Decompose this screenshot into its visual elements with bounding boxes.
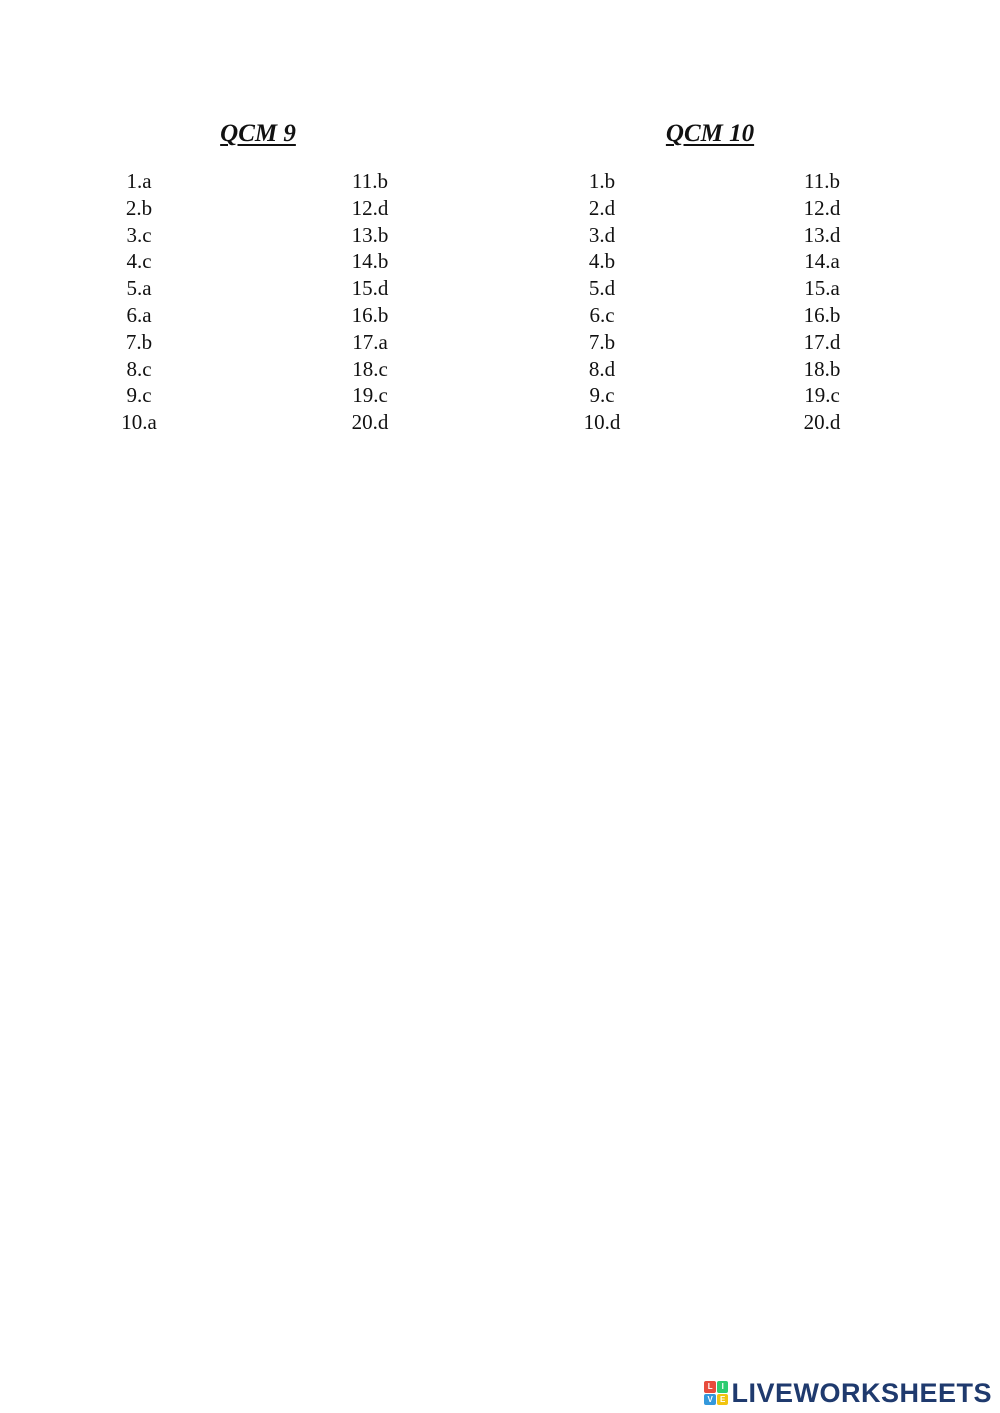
answer-item: 20.d <box>803 410 841 435</box>
answer-item: 14.b <box>351 249 389 274</box>
answer-item: 8.c <box>126 356 152 381</box>
qcm-10-answers-1-10 <box>542 168 662 436</box>
answer-item: 2.d <box>588 195 616 220</box>
answer-item: 11.b <box>804 169 840 193</box>
answer-item: 4.b <box>588 249 616 274</box>
logo-letter-e: E <box>717 1394 729 1406</box>
answer-item: 10.a <box>121 410 157 435</box>
answer-item: 1.a <box>126 169 152 193</box>
liveworksheets-icon <box>704 1381 728 1405</box>
answer-item: 3.c <box>126 222 152 247</box>
answer-item: 12.d <box>351 195 389 220</box>
answer-item: 15.d <box>351 276 389 301</box>
answer-item: 11.b <box>352 169 388 193</box>
liveworksheets-wordmark: LIVEWORKSHEETS <box>731 1377 992 1408</box>
answer-item: 16.b <box>351 302 389 327</box>
answer-item: 4.c <box>126 249 152 274</box>
answer-item: 13.b <box>351 222 389 247</box>
logo-letter-l: L <box>704 1381 716 1393</box>
answer-item: 6.c <box>589 302 615 327</box>
answer-item: 18.c <box>352 356 388 381</box>
qcm-10-title: QCM 10 <box>665 120 755 147</box>
qcm-9-answers-11-20 <box>310 168 430 436</box>
answer-item: 16.b <box>803 302 841 327</box>
answer-item: 19.c <box>352 383 388 408</box>
answer-item: 9.c <box>589 383 615 408</box>
answer-item: 5.d <box>588 276 616 301</box>
answer-item: 14.a <box>804 249 840 274</box>
answer-item: 6.a <box>126 302 152 327</box>
answer-item: 12.d <box>803 195 841 220</box>
answer-item: 7.b <box>125 329 153 354</box>
answer-item: 17.d <box>803 329 841 354</box>
answer-item: 9.c <box>126 383 152 408</box>
answer-item: 19.c <box>804 383 840 408</box>
answer-item: 2.b <box>125 195 153 220</box>
answer-item: 1.b <box>588 169 616 193</box>
answer-item: 8.d <box>588 356 616 381</box>
answer-item: 10.d <box>583 410 621 435</box>
answer-item: 20.d <box>351 410 389 435</box>
answer-item: 15.a <box>804 276 840 301</box>
liveworksheets-logo <box>704 1379 992 1407</box>
answer-item: 5.a <box>126 276 152 301</box>
answer-item: 3.d <box>588 222 616 247</box>
answer-item: 17.a <box>352 329 388 354</box>
qcm-9-answers-1-10 <box>79 168 199 436</box>
qcm-9-title: QCM 9 <box>220 120 296 147</box>
answer-item: 13.d <box>803 222 841 247</box>
answer-item: 7.b <box>588 329 616 354</box>
logo-letter-i: I <box>717 1381 729 1393</box>
logo-letter-v: V <box>704 1394 716 1406</box>
qcm-10-answers-11-20 <box>762 168 882 436</box>
answer-item: 18.b <box>803 356 841 381</box>
